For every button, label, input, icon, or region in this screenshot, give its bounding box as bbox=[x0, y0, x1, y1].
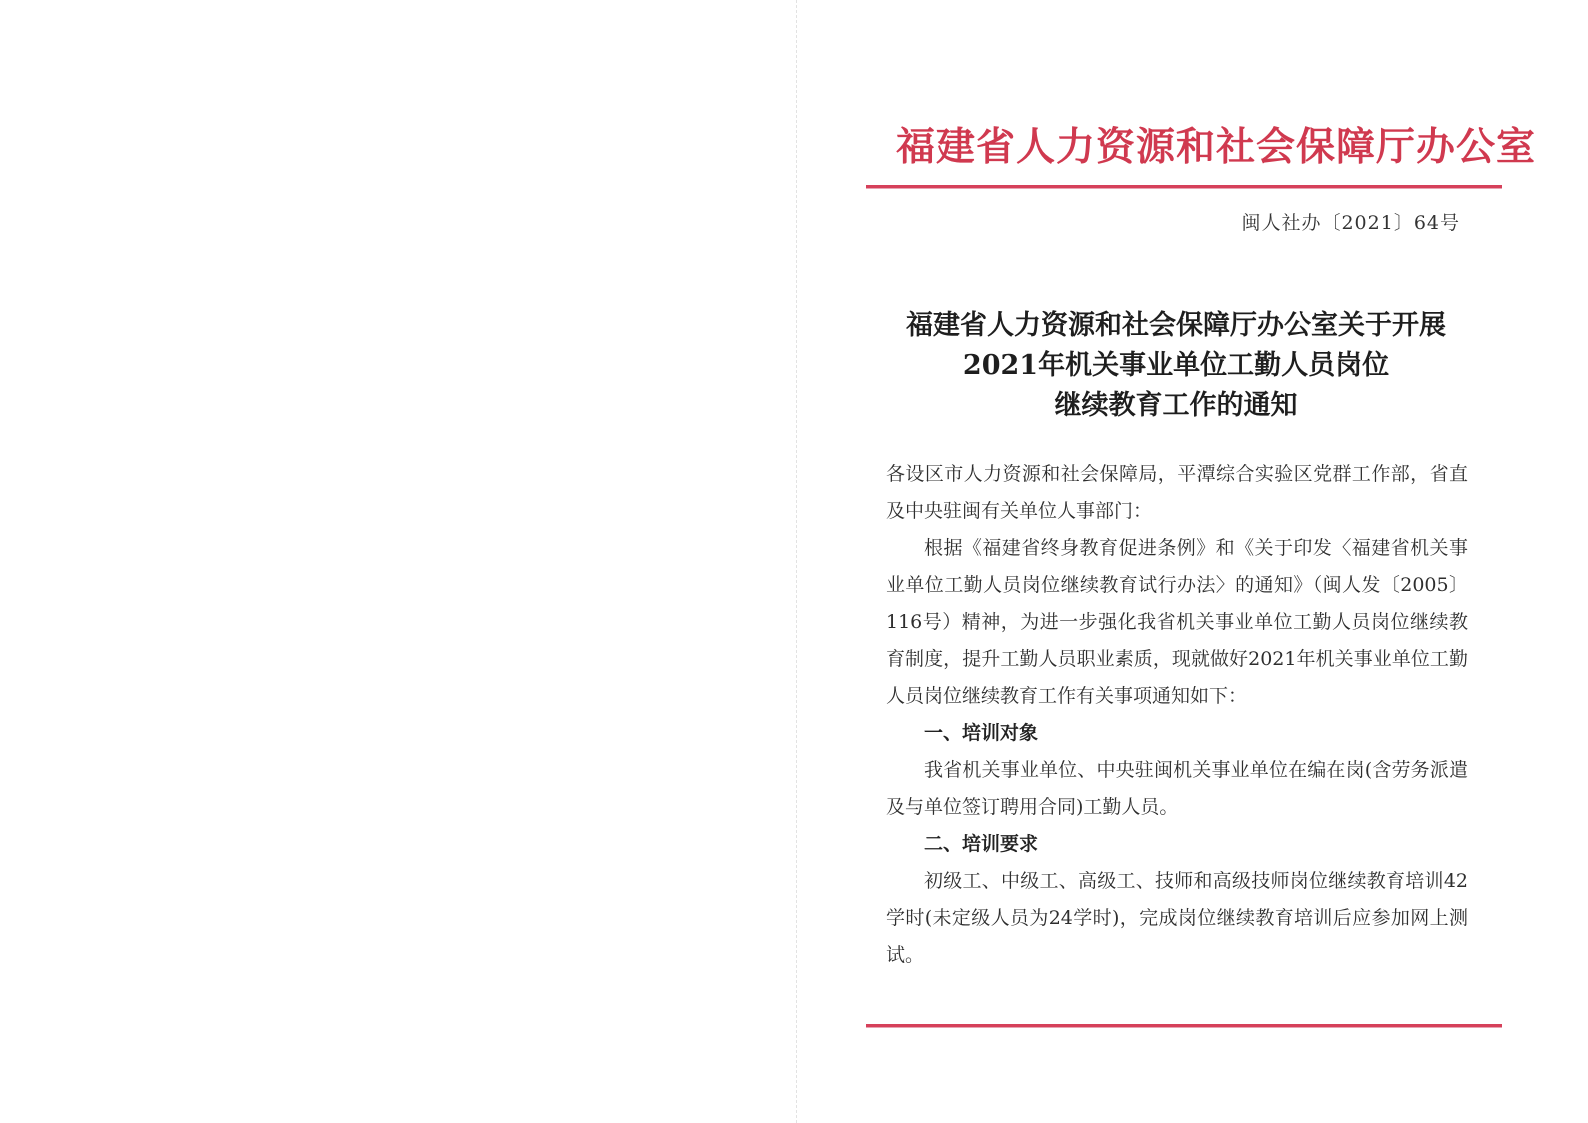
section-1-heading: 一、培训对象 bbox=[924, 722, 1039, 744]
footer-red-rule bbox=[866, 1024, 1502, 1028]
title-line-1: 福建省人力资源和社会保障厅办公室关于开展 bbox=[906, 310, 1446, 341]
document-body bbox=[886, 456, 1468, 974]
document-title bbox=[866, 306, 1486, 426]
letterhead-issuer: 福建省人力资源和社会保障厅办公室 bbox=[896, 124, 1537, 170]
title-line-3: 继续教育工作的通知 bbox=[1054, 390, 1298, 421]
intro-paragraph: 根据《福建省终身教育促进条例》和《关于印发〈福建省机关事业单位工勤人员岗位继续教育试行办法〉的通知》（闽人发〔2005〕116号）精神，为进一步强化我省机关事业单位工勤人员岗位继续教育制度，提升工勤人员职业素质，现就做好2021年机关事业单位工勤人员岗位继续教育工作有关事项通知如下： bbox=[886, 537, 1468, 707]
section-1-paragraph: 我省机关事业单位、中央驻闽机关事业单位在编在岗(含劳务派遣及与单位签订聘用合同)工勤人员。 bbox=[886, 759, 1468, 818]
section-2-paragraph: 初级工、中级工、高级工、技师和高级技师岗位继续教育培训42学时(未定级人员为24学时)，完成岗位继续教育培训后应参加网上测试。 bbox=[886, 870, 1468, 966]
title-line-2: 2021年机关事业单位工勤人员岗位 bbox=[962, 350, 1390, 381]
document-page bbox=[866, 0, 1537, 1123]
document-number: 闽人社办〔2021〕64号 bbox=[1241, 212, 1460, 234]
section-2-heading: 二、培训要求 bbox=[924, 833, 1039, 855]
recipients-paragraph: 各设区市人力资源和社会保障局，平潭综合实验区党群工作部，省直及中央驻闽有关单位人事部门： bbox=[886, 463, 1468, 522]
letterhead-red-rule bbox=[866, 185, 1502, 189]
page-fold-line bbox=[796, 0, 797, 1123]
